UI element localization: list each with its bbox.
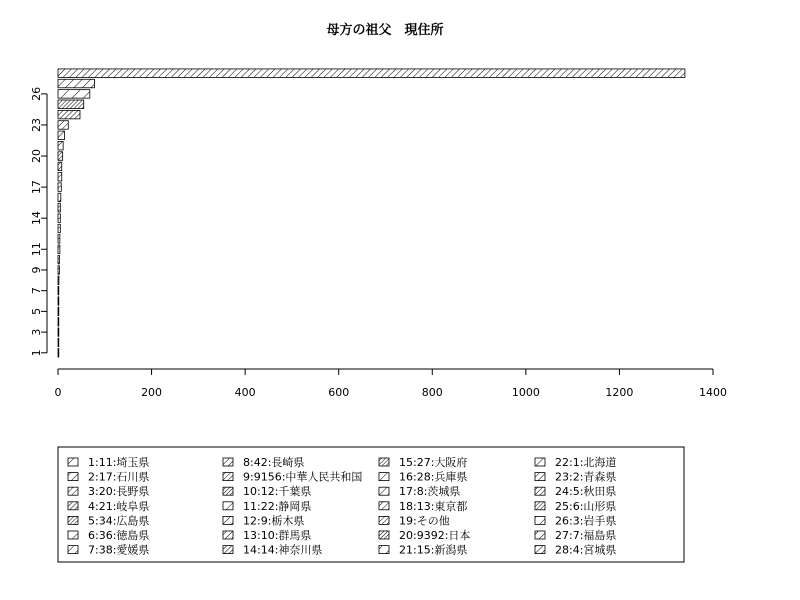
x-tick-label: 400 [234,386,256,399]
bar-15 [58,204,60,212]
bar-25 [58,100,84,108]
legend-entry-18: 18:13:東京都 [399,499,468,513]
bar-12 [58,235,60,243]
legend-entry-21: 21:15:新潟県 [399,543,468,557]
x-tick-label: 600 [328,386,350,399]
legend-swatch [223,546,233,554]
legend-entry-13: 13:10:群馬県 [243,529,312,542]
legend-swatch [223,473,233,481]
x-tick-label: 1400 [699,386,727,399]
legend-swatch [223,502,233,510]
legend-swatch [379,546,389,554]
bar-7 [58,286,59,294]
legend-swatch [535,502,545,510]
legend-entry-4: 4:21:岐阜県 [88,499,150,513]
legend-entry-17: 17:8:茨城県 [399,485,461,499]
bar-21 [58,141,63,149]
bar-14 [58,214,60,222]
legend-swatch [223,516,233,524]
legend-swatch [535,531,545,539]
x-tick-label: 1000 [511,386,540,399]
legend-entry-15: 15:27:大阪府 [399,456,468,469]
bar-24 [58,110,80,118]
chart-title: 母方の祖父 現住所 [326,23,444,38]
legend-entry-3: 3:20:長野県 [88,485,150,499]
legend-swatch [223,458,233,466]
legend-entry-10: 10:12:千葉県 [243,485,312,499]
legend-entry-27: 27:7:福島県 [555,529,617,542]
legend-entry-12: 12:9:栃木県 [243,514,305,528]
y-tick-label: 20 [30,149,43,164]
legend-entry-6: 6:36:徳島県 [88,529,150,542]
y-tick-label: 5 [30,307,43,315]
legend-swatch [535,487,545,495]
legend-entry-20: 20:9392:日本 [399,529,471,542]
legend-swatch [68,516,78,524]
legend-swatch [68,487,78,495]
bars [58,69,685,357]
x-tick-label: 200 [141,386,163,399]
legend-entry-19: 19:その他 [399,514,450,528]
legend-swatch [68,531,78,539]
bar-20 [58,152,63,160]
legend-entry-5: 5:34:広島県 [88,514,150,528]
bar-19 [58,162,62,170]
legend-swatch [535,473,545,481]
legend-entry-8: 8:42:長崎県 [243,456,305,469]
y-tick-label: 26 [30,86,43,101]
legend-entry-25: 25:6:山形県 [555,499,617,513]
x-axis [55,369,728,399]
legend-swatch [68,473,78,481]
legend-entry-2: 2:17:石川県 [88,470,150,484]
legend-entry-7: 7:38:愛媛県 [88,543,150,557]
legend-swatch [379,473,389,481]
bar-23 [58,121,68,129]
legend-entry-24: 24:5:秋田県 [555,485,617,499]
bar-9 [58,266,59,274]
bar-3 [58,328,59,336]
bar-5 [58,307,59,315]
legend-swatch [68,546,78,554]
bar-17 [58,183,61,191]
legend-swatch [379,516,389,524]
bar-28 [58,69,685,77]
x-tick-label: 0 [54,386,62,399]
y-tick-label: 9 [30,266,43,274]
legend-entry-1: 1:11:埼玉県 [88,456,150,469]
y-tick-label: 23 [30,117,43,132]
y-axis [30,87,47,356]
bar-4 [58,318,59,326]
bar-2 [58,338,59,346]
x-tick-label: 800 [421,386,443,399]
legend-entry-9: 9:9156:中華人民共和国 [243,470,363,484]
legend [58,447,684,562]
bar-6 [58,297,59,305]
legend-entry-23: 23:2:青森県 [555,470,617,484]
legend-swatch [535,458,545,466]
legend-swatch [379,487,389,495]
bar-13 [58,224,60,232]
y-tick-label: 17 [30,180,43,195]
y-tick-label: 14 [30,211,43,226]
legend-entry-26: 26:3:岩手県 [555,514,617,528]
bar-26 [58,90,90,98]
legend-entry-22: 22:1:北海道 [555,456,617,469]
y-tick-label: 1 [30,349,43,357]
bar-1 [58,349,59,357]
bar-10 [58,255,59,263]
bar-18 [58,173,62,181]
legend-swatch [223,487,233,495]
legend-swatch [379,458,389,466]
bar-11 [58,245,60,253]
x-tick-label: 1200 [605,386,634,399]
legend-swatch [379,531,389,539]
legend-swatch [535,546,545,554]
bar-27 [58,79,94,87]
legend-swatch [68,458,78,466]
y-tick-label: 7 [30,287,43,295]
legend-entry-16: 16:28:兵庫県 [399,470,468,484]
legend-entry-14: 14:14:神奈川県 [243,543,323,557]
legend-entry-28: 28:4:宮城県 [555,543,617,557]
bar-22 [58,131,65,139]
legend-entry-11: 11:22:静岡県 [243,499,312,513]
bar-8 [58,276,59,284]
legend-swatch [535,516,545,524]
bar-16 [58,193,61,201]
y-tick-label: 3 [30,328,43,336]
legend-swatch [223,531,233,539]
legend-swatch [68,502,78,510]
y-tick-label: 11 [30,242,43,257]
legend-swatch [379,502,389,510]
